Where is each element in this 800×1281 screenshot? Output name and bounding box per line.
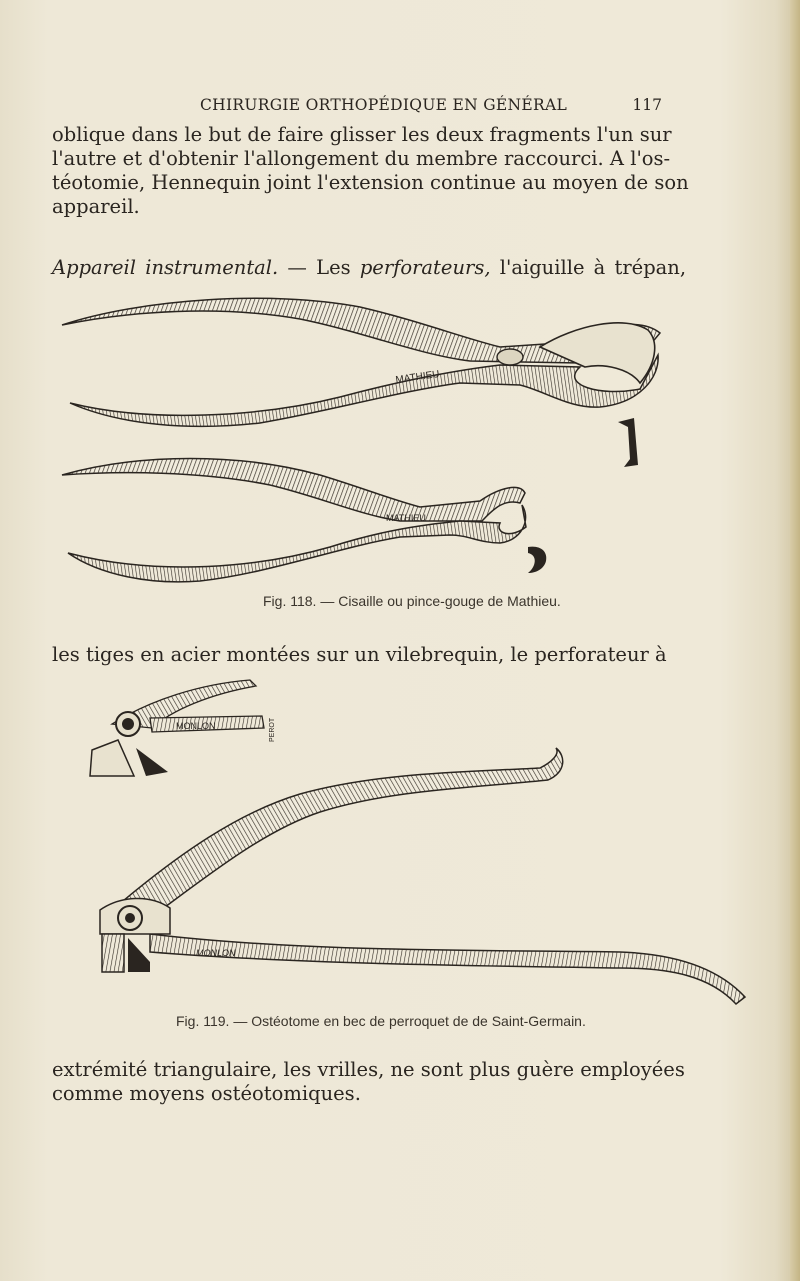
heading-dash: — Les [278,256,360,279]
page-edge [790,0,800,1281]
paragraph-3-line-1: les tiges en acier montées sur un vilebrequin, le perforateur à [52,643,667,666]
jaw-detail-119 [90,680,276,776]
paragraph-1-line-4: appareil. [52,195,140,218]
engraving-mathieu-lower: MATHIEU [386,513,426,523]
running-head: CHIRURGIE ORTHOPÉDIQUE EN GÉNÉRAL [200,96,568,114]
paragraph-4-line-2: comme moyens ostéotomiques. [52,1082,361,1105]
engraving-perot: PEROT [269,717,276,742]
engraving-monlon-handle: MONLON [196,948,236,958]
paragraph-1-line-2: l'autre et d'obtenir l'allongement du membre raccourci. A l'os- [52,147,671,170]
engraving-mathieu-upper: MATHIEU [394,368,441,386]
paragraph-1-line-3: téotomie, Hennequin joint l'extension continue au moyen de son [52,171,689,194]
engraving-monlon-detail: MONLON [176,721,216,731]
page-number: 117 [632,96,662,114]
osteotome-upper-arm [110,748,563,918]
jaw-detail-lower [528,547,546,573]
figure-118-illustration [0,285,800,590]
figure-119-caption: Fig. 119. — Ostéotome en bec de perroquet de de Saint-Germain. [176,1013,586,1029]
jaw-detail-upper [618,418,638,467]
paragraph-3 [52,643,667,667]
pincer-lower [62,459,526,582]
paragraph-2-rest: l'aiguille à trépan, [490,256,687,279]
figure-119-illustration [0,672,800,1012]
term-perforateurs: perforateurs, [359,256,491,279]
osteotome-lower-handle [150,934,745,1004]
page-header [52,96,662,120]
paragraph-2 [52,256,687,280]
paragraph-4-line-1: extrémité triangulaire, les vrilles, ne sont plus guère employées [52,1058,685,1081]
paragraph-4 [52,1058,685,1106]
paragraph-1 [52,123,689,219]
figure-118-caption: Fig. 118. — Cisaille ou pince-gouge de Mathieu. [263,593,561,609]
section-heading: Appareil instrumental. [52,256,279,279]
pincer-upper [62,298,660,426]
paragraph-1-line-1: oblique dans le but de faire glisser les deux fragments l'un sur [52,123,672,146]
paragraph-2-line-1 [52,256,687,280]
